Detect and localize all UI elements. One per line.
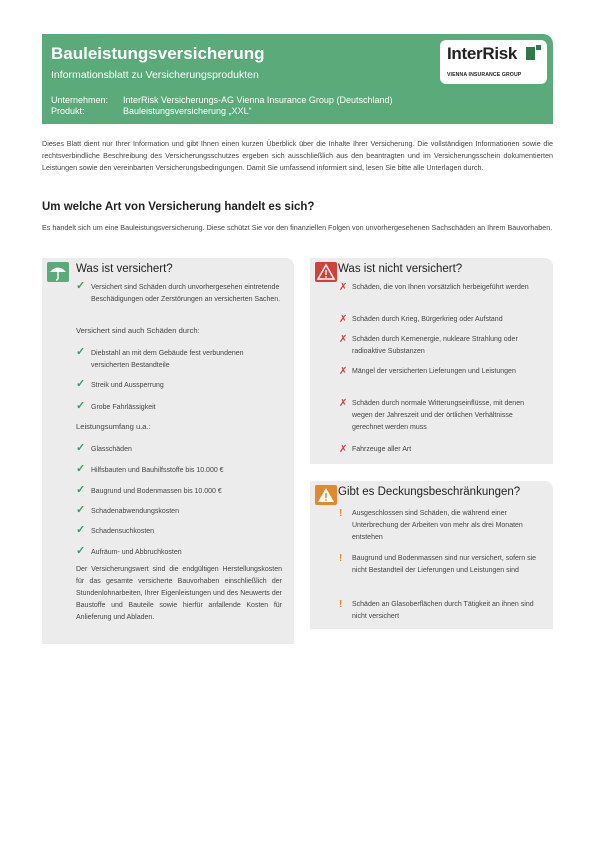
exclamation-triangle-icon (315, 485, 337, 505)
header-banner (42, 34, 553, 124)
insured-also-item: Streik und Aussperrung (91, 382, 164, 389)
not-insured-panel (310, 258, 553, 464)
page-title: Bauleistungsversicherung (51, 44, 265, 63)
check-icon: ✓ (76, 504, 86, 516)
cross-icon: ✗ (339, 366, 348, 377)
insured-scope-item: Schadensuchkosten (91, 528, 155, 535)
logo-square-icon (526, 47, 535, 60)
insured-scope-item: Baugrund und Bodenmassen bis 10.000 € (91, 488, 222, 495)
product-row (51, 106, 252, 116)
intro-text: Dieses Blatt dient nur Ihrer Information und gibt Ihnen einen kurzen Überblick über die Inhalte Ihrer Versicherung. Die vollständigen Informationen sowie die rechtsverbindliche Beschreibung des Versicherungsschutzes ergeben sich ausschließlich aus den beantragten und im Versicherungsschein dokumentierten Leistungen sowie den vereinbarten Versicherungsbedingungen. Damit Sie umfassend informiert sind, lesen Sie bitte alle Unterlagen durch. (42, 139, 553, 172)
insured-title: Was ist versichert? (76, 263, 173, 275)
exclamation-icon: ! (339, 553, 343, 564)
not-insured-item: Schäden, die von Ihnen vorsätzlich herbeigeführt werden (352, 284, 529, 291)
not-insured-title: Was ist nicht versichert? (338, 263, 463, 275)
check-icon: ✓ (76, 400, 86, 412)
restriction-item: Baugrund und Bodenmassen sind nur versichert, sofern sie nicht Bestandteil der Lieferungen und Leistungen sind (352, 555, 537, 574)
not-insured-item: Schäden durch Krieg, Bürgerkrieg oder Aufstand (352, 316, 503, 323)
insured-main-item: Versichert sind Schäden durch unvorhergesehen eintretende Beschädigungen oder Zerstörungen an versicherten Sachen. (91, 284, 281, 303)
check-icon: ✓ (76, 442, 86, 454)
cross-icon: ✗ (339, 314, 348, 325)
cross-icon: ✗ (339, 444, 348, 455)
not-insured-item: Mängel der versicherten Lieferungen und Leistungen (352, 368, 516, 375)
check-icon: ✓ (76, 524, 86, 536)
product-value: Bauleistungsversicherung „XXL“ (123, 106, 252, 116)
cross-icon: ✗ (339, 398, 348, 409)
logo-tagline: VIENNA INSURANCE GROUP (447, 72, 522, 78)
check-icon: ✓ (76, 378, 86, 390)
restrictions-title: Gibt es Deckungsbeschränkungen? (338, 486, 521, 498)
question-text: Es handelt sich um eine Bauleistungsversicherung. Diese schützt Sie vor den finanziellen Folgen von unvorhergesehenen Sachschäden an Ihrem Bauvorhaben. (42, 223, 553, 232)
cross-icon: ✗ (339, 334, 348, 345)
not-insured-item: Schäden durch Kernenergie, nukleare Strahlung oder radioaktive Substanzen (352, 336, 518, 355)
company-label: Unternehmen: (51, 95, 109, 105)
not-insured-item: Fahrzeuge aller Art (352, 446, 412, 453)
check-icon: ✓ (76, 484, 86, 496)
insured-scope-item: Hilfsbauten und Bauhilfsstoffe bis 10.000 € (91, 467, 224, 474)
question-heading: Um welche Art von Versicherung handelt es sich? (42, 201, 315, 213)
check-icon: ✓ (76, 545, 86, 557)
restrictions-panel (310, 481, 553, 629)
exclamation-icon: ! (339, 508, 343, 519)
product-label: Produkt: (51, 106, 85, 116)
logo-wordmark: InterRisk (447, 44, 518, 63)
insured-scope-label: Leistungsumfang u.a.: (76, 422, 151, 431)
umbrella-icon (47, 262, 69, 282)
insured-also-label: Versichert sind auch Schäden durch: (76, 326, 200, 335)
restriction-item: Schäden an Glasoberflächen durch Tätigkeit an ihnen sind nicht versichert (352, 601, 534, 620)
check-icon: ✓ (76, 463, 86, 475)
company-row (51, 95, 392, 105)
insured-also-item: Diebstahl an mit dem Gebäude fest verbundenen versicherten Bestandteile (91, 350, 244, 369)
page-subtitle: Informationsblatt zu Versicherungsprodukten (51, 69, 259, 81)
cross-icon: ✗ (339, 282, 348, 293)
insured-scope-item: Glasschäden (91, 446, 132, 453)
insured-value-paragraph: Der Versicherungswert sind die endgültigen Herstellungskosten für das gesamte versicherte Bauvorhaben einschließlich der Stundenlohnarbeiten, Ihrer Eigenleistungen und des Neuwerts der Baustoffe und Bauteile sowie hierfür anfallende Kosten für Anlieferung und Abladen. (76, 566, 282, 621)
restriction-item: Ausgeschlossen sind Schäden, die während einer Unterbrechung der Arbeiten von mehr als drei Monaten entstehen (352, 510, 523, 541)
not-insured-item: Schäden durch normale Witterungseinflüsse, mit denen wegen der Jahreszeit und der örtlichen Verhältnisse gerechnet werden muss (352, 400, 524, 431)
check-icon: ✓ (76, 280, 86, 292)
company-value: InterRisk Versicherungs-AG Vienna Insurance Group (Deutschland) (123, 95, 393, 105)
check-icon: ✓ (76, 346, 86, 358)
interrisk-logo (440, 40, 547, 84)
insured-also-item: Grobe Fahrlässigkeit (91, 404, 156, 411)
exclamation-icon: ! (339, 599, 343, 610)
logo-small-square-icon (536, 45, 541, 50)
insured-panel (42, 258, 294, 644)
warning-triangle-icon (315, 262, 337, 282)
insured-scope-item: Schadenabwendungskosten (91, 508, 179, 515)
insured-scope-item: Aufräum- und Abbruchkosten (91, 549, 182, 556)
